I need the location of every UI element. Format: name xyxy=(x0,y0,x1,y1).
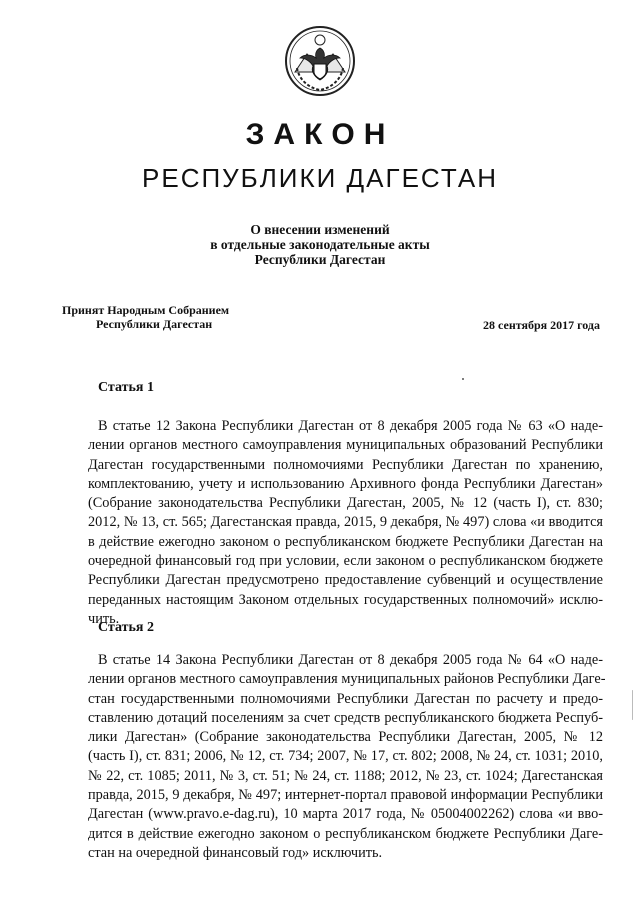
article-line: очередной финансовый год при условии, если законом о республиканском бюджете xyxy=(88,553,603,570)
law-heading-line: в отдельные законодательные акты xyxy=(210,237,430,252)
article-body xyxy=(88,417,603,629)
article-line: дится в действие ежегодно законом о республиканском бюджете Республики Даге- xyxy=(88,825,603,842)
article-line: № 22, ст. 1085; 2011, № 3, ст. 51; № 24, ст. 1188; 2012, № 23, ст. 1024; Дагестанская xyxy=(88,767,603,784)
article-line: правда, 2015, 9 декабря, № 497; интернет-портал правовой информации Республики xyxy=(88,787,603,804)
article-title: Статья 2 xyxy=(98,620,154,635)
article-line: комплектованию, учету и использованию Архивного фонда Республики Дагестан» xyxy=(88,475,603,492)
article-line: 2012, № 13, ст. 565; Дагестанская правда, 2015, 9 декабря, № 497) слова «и вводится xyxy=(88,514,603,531)
article-title: Статья 1 xyxy=(98,380,154,395)
law-heading-line: О внесении изменений xyxy=(250,222,390,237)
adoption-date: 28 сентября 2017 года xyxy=(483,318,600,332)
article-line: лении органов местного самоуправления муниципальных районов Республики Даге- xyxy=(88,671,606,688)
adoption-line: Республики Дагестан xyxy=(96,317,213,331)
document-title: ЗАКОН xyxy=(245,118,395,151)
coat-of-arms-icon xyxy=(283,24,357,98)
article-line: в действие ежегодно законом о республиканском бюджете Республики Дагестан на xyxy=(88,533,603,550)
article-line: лении органов местного самоуправления муниципальных образований Республики xyxy=(88,437,603,454)
article-line: стан на очередной финансовый год» исключить. xyxy=(88,844,383,861)
article-line: чить. xyxy=(88,610,120,627)
article-line: В статье 14 Закона Республики Дагестан от 8 декабря 2005 года № 64 «О наде- xyxy=(98,652,603,668)
article-line: (часть I), ст. 831; 2006, № 12, ст. 734; 2007, № 17, ст. 802; 2008, № 24, ст. 1031; 2010, xyxy=(88,748,603,765)
article-line: ставлению дотаций поселениям за счет средств республиканского бюджета Респуб- xyxy=(88,709,603,726)
article-line: Республики Дагестан предусмотрено предоставление субвенций и осуществление xyxy=(88,572,603,589)
law-heading xyxy=(0,222,640,267)
article-line: стан государственными полномочиями Республики Дагестан по расчету и предо- xyxy=(88,690,603,707)
adoption-line: Принят Народным Собранием xyxy=(62,303,230,317)
scan-speck xyxy=(462,378,464,380)
article-line: Дагестан (www.pravo.e-dag.ru), 10 марта 2017 года, № 05004002262) слова «и вво- xyxy=(88,806,603,823)
article-body xyxy=(88,651,606,863)
adoption-authority xyxy=(62,303,229,331)
article-line: В статье 12 Закона Республики Дагестан от 8 декабря 2005 года № 63 «О наде- xyxy=(98,418,603,434)
article-line: Дагестан государственными полномочиями Республики Дагестан по хранению, xyxy=(88,456,603,473)
article-line: переданных настоящим Законом отдельных государственных полномочий» исклю- xyxy=(88,591,603,608)
article-line: (Собрание законодательства Республики Дагестан, 2005, № 12 (часть I), ст. 830; xyxy=(88,495,603,512)
document-subtitle: РЕСПУБЛИКИ ДАГЕСТАН xyxy=(142,163,498,193)
article-line: лики Дагестан» (Собрание законодательства Республики Дагестан, 2005, № 12 xyxy=(88,729,603,746)
scan-edge-mark xyxy=(632,690,633,720)
law-heading-line: Республики Дагестан xyxy=(254,252,386,267)
